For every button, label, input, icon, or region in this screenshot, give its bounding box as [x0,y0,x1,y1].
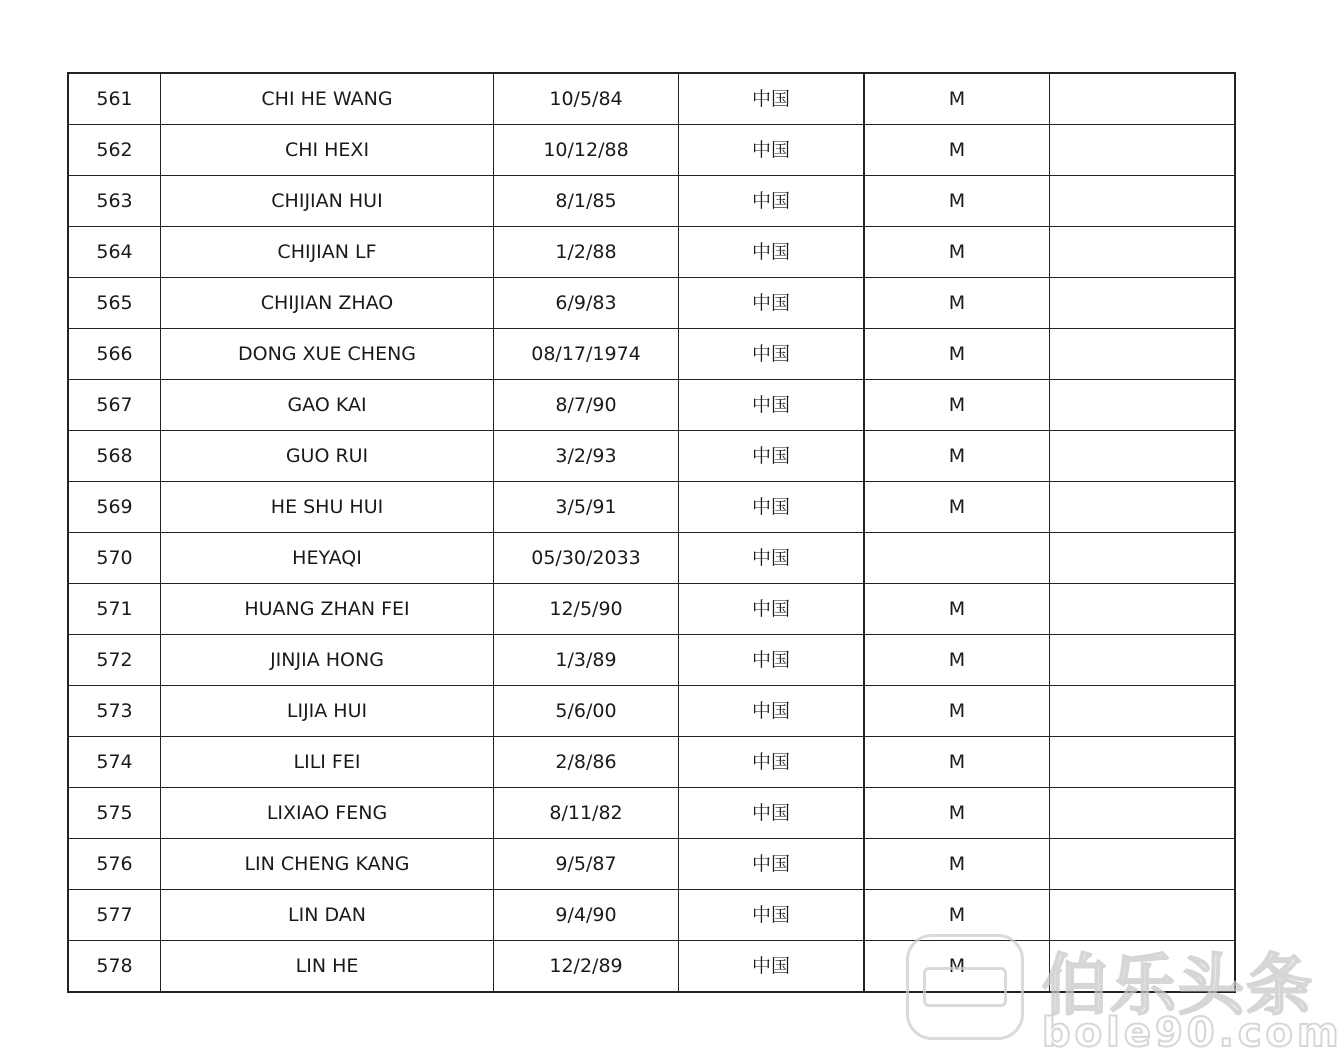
blank-cell [1050,227,1236,278]
table-row [68,839,1235,890]
person-name: DONG XUE CHENG [161,329,494,380]
table-row [68,278,1235,329]
person-name: CHIJIAN ZHAO [161,278,494,329]
country: 中国 [679,329,865,380]
birth-date: 05/30/2033 [494,533,679,584]
person-name: JINJIA HONG [161,635,494,686]
birth-date: 12/2/89 [494,941,679,993]
gender: M [864,941,1050,993]
row-number: 577 [68,890,161,941]
birth-date: 8/7/90 [494,380,679,431]
gender: M [864,584,1050,635]
gender: M [864,635,1050,686]
birth-date: 08/17/1974 [494,329,679,380]
blank-cell [1050,788,1236,839]
country: 中国 [679,176,865,227]
person-name: HE SHU HUI [161,482,494,533]
blank-cell [1050,278,1236,329]
birth-date: 12/5/90 [494,584,679,635]
row-number: 563 [68,176,161,227]
gender: M [864,737,1050,788]
watermark-text: 伯乐头条 [1042,947,1314,1024]
table-row [68,941,1235,993]
person-name: CHIJIAN HUI [161,176,494,227]
row-number: 576 [68,839,161,890]
person-name: CHI HEXI [161,125,494,176]
blank-cell [1050,125,1236,176]
birth-date: 8/11/82 [494,788,679,839]
country: 中国 [679,482,865,533]
person-name: LILI FEI [161,737,494,788]
gender: M [864,890,1050,941]
birth-date: 1/3/89 [494,635,679,686]
blank-cell [1050,533,1236,584]
country: 中国 [679,890,865,941]
person-name: HEYAQI [161,533,494,584]
table-row [68,329,1235,380]
country: 中国 [679,73,865,125]
blank-cell [1050,839,1236,890]
row-number: 578 [68,941,161,993]
blank-cell [1050,482,1236,533]
gender: M [864,686,1050,737]
blank-cell [1050,176,1236,227]
blank-cell [1050,890,1236,941]
person-name: LIJIA HUI [161,686,494,737]
person-name: LIXIAO FENG [161,788,494,839]
row-number: 564 [68,227,161,278]
person-name: HUANG ZHAN FEI [161,584,494,635]
row-number: 562 [68,125,161,176]
blank-cell [1050,584,1236,635]
row-number: 568 [68,431,161,482]
country: 中国 [679,635,865,686]
blank-cell [1050,380,1236,431]
person-name: CHI HE WANG [161,73,494,125]
row-number: 572 [68,635,161,686]
birth-date: 8/1/85 [494,176,679,227]
country: 中国 [679,839,865,890]
table-row [68,482,1235,533]
country: 中国 [679,380,865,431]
birth-date: 3/5/91 [494,482,679,533]
gender: M [864,176,1050,227]
gender: M [864,278,1050,329]
row-number: 569 [68,482,161,533]
roster-table [67,72,1236,993]
row-number: 567 [68,380,161,431]
table-row [68,635,1235,686]
birth-date: 10/5/84 [494,73,679,125]
gender: M [864,329,1050,380]
table-row [68,227,1235,278]
table-row [68,686,1235,737]
blank-cell [1050,635,1236,686]
person-name: LIN CHENG KANG [161,839,494,890]
gender: M [864,839,1050,890]
birth-date: 2/8/86 [494,737,679,788]
table-row [68,788,1235,839]
person-name: GUO RUI [161,431,494,482]
table-row [68,890,1235,941]
gender: M [864,788,1050,839]
row-number: 566 [68,329,161,380]
person-name: CHIJIAN LF [161,227,494,278]
table-row [68,125,1235,176]
blank-cell [1050,73,1236,125]
birth-date: 10/12/88 [494,125,679,176]
blank-cell [1050,329,1236,380]
table-row [68,73,1235,125]
blank-cell [1050,737,1236,788]
birth-date: 9/4/90 [494,890,679,941]
country: 中国 [679,788,865,839]
person-name: LIN DAN [161,890,494,941]
country: 中国 [679,941,865,993]
gender: M [864,73,1050,125]
table-row [68,737,1235,788]
row-number: 565 [68,278,161,329]
watermark-url: bole90.com [1042,1010,1343,1056]
country: 中国 [679,227,865,278]
person-name: LIN HE [161,941,494,993]
row-number: 574 [68,737,161,788]
country: 中国 [679,737,865,788]
birth-date: 6/9/83 [494,278,679,329]
table-row [68,176,1235,227]
birth-date: 3/2/93 [494,431,679,482]
country: 中国 [679,431,865,482]
blank-cell [1050,941,1236,993]
country: 中国 [679,125,865,176]
gender [864,533,1050,584]
blank-cell [1050,686,1236,737]
gender: M [864,380,1050,431]
roster-table-container [67,72,1236,993]
gender: M [864,227,1050,278]
gender: M [864,125,1050,176]
gender: M [864,431,1050,482]
table-row [68,431,1235,482]
blank-cell [1050,431,1236,482]
gender: M [864,482,1050,533]
row-number: 575 [68,788,161,839]
birth-date: 1/2/88 [494,227,679,278]
row-number: 573 [68,686,161,737]
country: 中国 [679,584,865,635]
row-number: 571 [68,584,161,635]
row-number: 561 [68,73,161,125]
country: 中国 [679,278,865,329]
person-name: GAO KAI [161,380,494,431]
table-row [68,584,1235,635]
row-number: 570 [68,533,161,584]
birth-date: 5/6/00 [494,686,679,737]
country: 中国 [679,686,865,737]
birth-date: 9/5/87 [494,839,679,890]
table-row [68,533,1235,584]
table-row [68,380,1235,431]
country: 中国 [679,533,865,584]
